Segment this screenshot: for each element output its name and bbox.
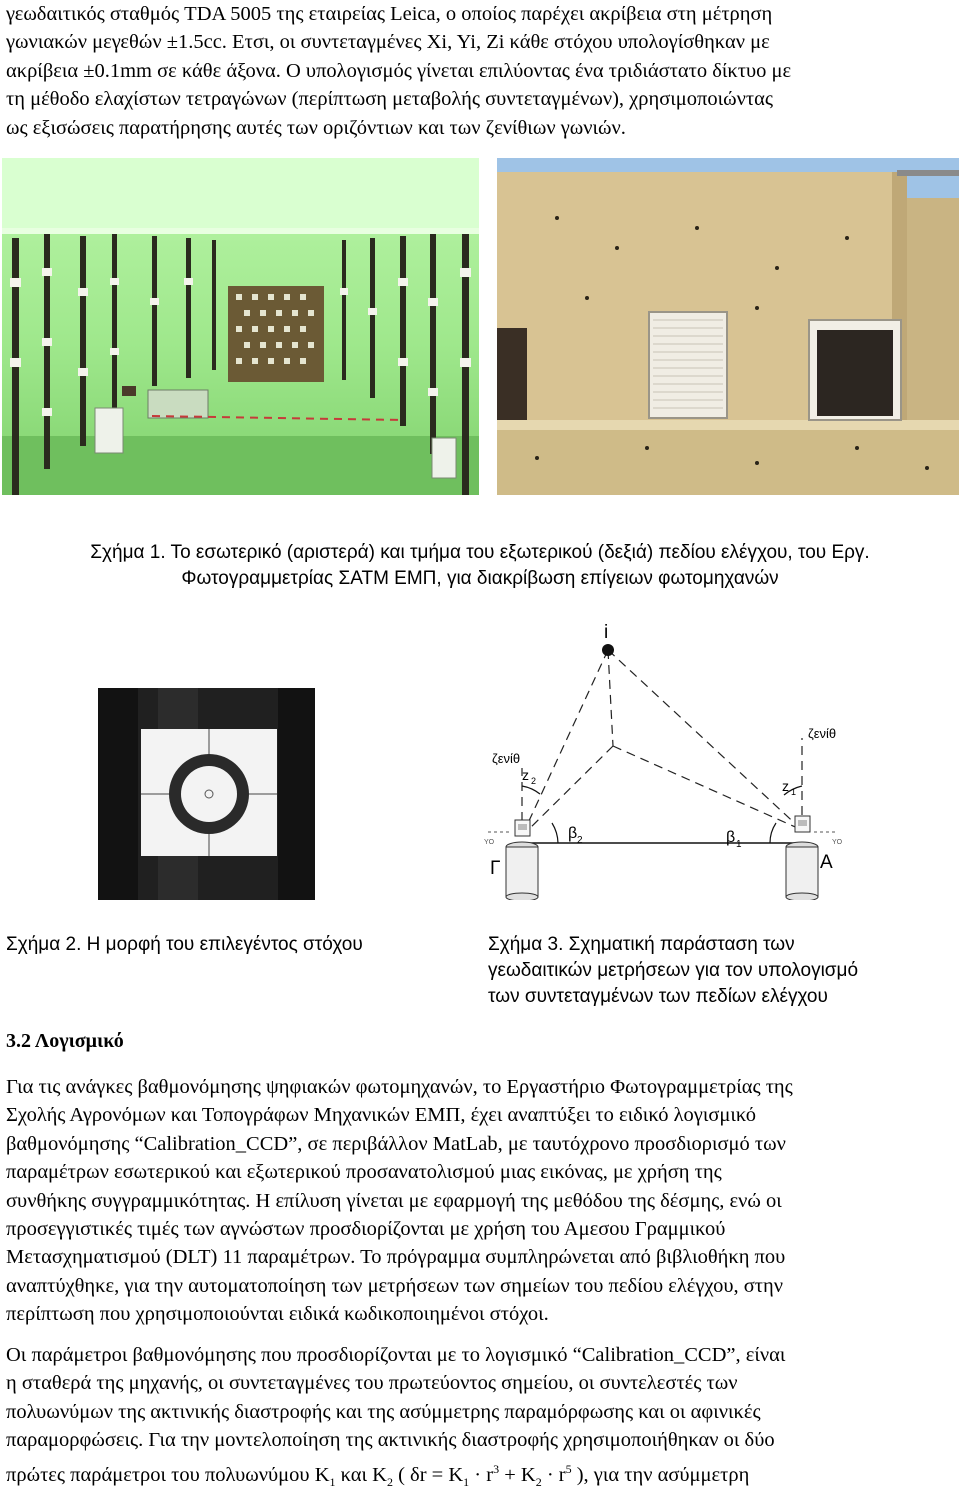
paragraph-2	[6, 1341, 956, 1496]
formula-r-term-2: · r	[541, 1463, 566, 1486]
formula-exponent-3: 3	[493, 1461, 500, 1476]
paragraph-1-line: αναπτύχθηκε, για την αυτοματοποίηση των μετρήσεων των σημείων του πεδίου ελέγχου, στην	[6, 1274, 784, 1297]
point-i-marker	[602, 644, 614, 656]
label-zenith-right: ζενίθ	[808, 726, 837, 741]
formula-plus-k2: + K	[499, 1463, 536, 1486]
label-beta1: β	[726, 829, 736, 846]
label-z2: z	[522, 767, 529, 783]
label-z1-subscript: 1	[791, 787, 797, 797]
formula-open: ( δr = K	[392, 1463, 464, 1486]
paragraph-1	[6, 1073, 956, 1329]
text-and-k2: και K	[335, 1463, 387, 1486]
figure2-target-photo	[98, 688, 315, 900]
figure3-caption	[488, 932, 948, 1010]
paragraph-1-line: Σχολής Αγρονόμων και Τοπογράφων Μηχανικών ΕΜΠ, έχει αναπτύξει το ειδικό λογισμικό	[6, 1104, 757, 1127]
paragraph-1-line: συνθήκης συγγραμμικότητας. Η επίλυση γίνεται με εφαρμογή της μεθόδου της δέσμης, ενώ οι	[6, 1189, 782, 1212]
k2-subscript: 2	[386, 1474, 393, 1489]
intro-paragraph	[6, 0, 956, 142]
label-beta2: β	[568, 825, 578, 842]
intro-line: γωνιακών μεγεθών ±1.5cc. Ετσι, οι συντεταγμένες Xi, Yi, Zi κάθε στόχου υπολογίσθηκαν με	[6, 31, 770, 54]
label-station-gamma: Γ	[490, 858, 501, 879]
paragraph-1-line: προσεγγιστικές τιμές των αγνώστων προσδιορίζονται με χρήση του Αμεσου Γραμμικού	[6, 1218, 726, 1241]
intro-line: τη μέθοδο ελαχίστων τετραγώνων (περίπτωση μεταβολής συντεταγμένων), χρησιμοποιώντας	[6, 88, 774, 111]
station-left-instrument	[506, 820, 538, 900]
figure3-schematic-diagram	[480, 618, 860, 900]
paragraph-1-line: βαθμονόμησης “Calibration_CCD”, σε περιβάλλον MatLab, με ταυτόχρονο προσδιορισμό των	[6, 1132, 786, 1155]
paragraph-1-line: περίπτωση που χρησιμοποιούνται ειδικά κωδικοποιημένοι στόχοι.	[6, 1303, 549, 1326]
paragraph-2-last-line	[6, 1455, 956, 1496]
paragraph-1-line: Μετασχηματισμού (DLT) 11 παραμέτρων. Το πρόγραμμα συμπληρώνεται από βιβλιοθήκη που	[6, 1246, 786, 1269]
figure1-exterior-photo	[497, 158, 959, 495]
label-yo-right: YO	[832, 839, 843, 846]
paragraph-1-line: Για τις ανάγκες βαθμονόμησης ψηφιακών φωτομηχανών, το Εργαστήριο Φωτογραμμετρίας της	[6, 1076, 793, 1098]
paragraph-1-line: παραμέτρων εσωτερικού και εξωτερικού προσανατολισμού μιας εικόνας, με χρήση της	[6, 1161, 722, 1184]
formula-k2-subscript: 2	[535, 1474, 542, 1489]
label-station-alpha: Α	[820, 852, 833, 873]
intro-line: ακρίβεια ±0.1mm σε κάθε άξονα. Ο υπολογισμός γίνεται επιλύοντας ένα τριδιάστατο δίκτυο με	[6, 59, 792, 82]
figure1-caption-line1: Σχήμα 1. Το εσωτερικό (αριστερά) και τμήμα του εξωτερικού (δεξιά) πεδίου ελέγχου, του Εργ.	[90, 542, 870, 563]
label-point-i: i	[604, 622, 609, 643]
figure2-caption	[6, 932, 466, 958]
formula-close: ), για την ασύμμετρη	[571, 1463, 750, 1486]
intro-line: γεωδαιτικός σταθμός TDA 5005 της εταιρείας Leica, ο οποίος παρέχει ακρίβεια στη μέτρηση	[6, 3, 773, 25]
paragraph-2-line: η σταθερά της μηχανής, οι συντεταγμένες του πρωτεύοντος σημείου, οι συντελεστές των	[6, 1372, 738, 1395]
paragraph-2-line: πολυωνύμων της ακτινικής διαστροφής και της ασύμμετρης παραμόρφωσης και οι αφινικές	[6, 1400, 761, 1423]
figure2-caption-text: Σχήμα 2. Η μορφή του επιλεγέντος στόχου	[6, 934, 363, 955]
figure3-caption-line3: των συντεταγμένων των πεδίων ελέγχου	[488, 986, 828, 1007]
label-beta1-subscript: 1	[736, 839, 742, 850]
section-heading: 3.2 Λογισμικό	[6, 1030, 124, 1052]
label-zenith-left: ζενίθ	[492, 751, 521, 766]
label-z2-subscript: 2	[531, 776, 537, 786]
formula-r-term-1: · r	[469, 1463, 494, 1486]
figure1-caption	[0, 540, 960, 592]
intro-line: ως εξισώσεις παρατήρησης αυτές των οριζόντιων και των ζενίθιων γωνιών.	[6, 116, 626, 139]
formula-exponent-5: 5	[565, 1461, 572, 1476]
label-z1: z	[782, 778, 789, 794]
paragraph-2-line: Οι παράμετροι βαθμονόμησης που προσδιορίζονται με το λογισμικό “Calibration_CCD”, είναι	[6, 1344, 786, 1366]
label-beta2-subscript: 2	[577, 835, 583, 846]
figure3-caption-line1: Σχήμα 3. Σχηματική παράσταση των	[488, 934, 795, 955]
text-before-k1: πρώτες παράμετροι του πολυωνύμου K	[6, 1463, 330, 1486]
station-right-instrument	[786, 816, 818, 900]
paragraph-2-line: παραμορφώσεις. Για την μοντελοποίηση της ακτινικής διαστροφής χρησιμοποιήθηκαν οι δύο	[6, 1429, 775, 1452]
label-yo-left: YO	[484, 839, 495, 846]
formula-k1-subscript: 1	[463, 1474, 470, 1489]
k1-subscript: 1	[329, 1474, 336, 1489]
figure1-interior-photo	[2, 158, 479, 495]
figure3-caption-line2: γεωδαιτικών μετρήσεων για τον υπολογισμό	[488, 960, 859, 981]
figure1-caption-line2: Φωτογραμμετρίας ΣΑΤΜ ΕΜΠ, για διακρίβωση επίγειων φωτομηχανών	[181, 568, 779, 589]
